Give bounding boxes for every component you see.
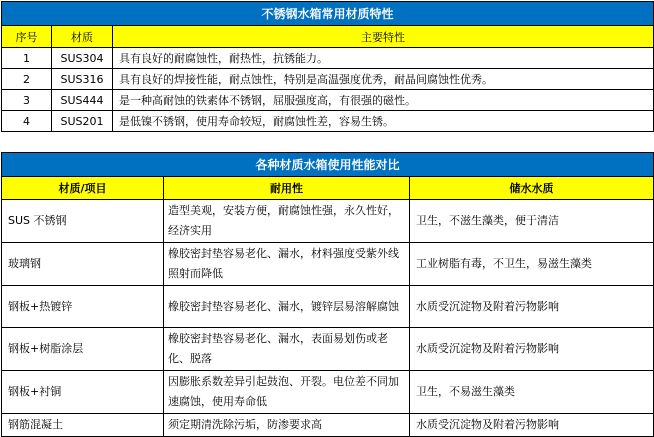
row-material: 玻璃钢: [2, 243, 164, 286]
table-row: [2, 371, 654, 414]
table-row: [2, 111, 654, 132]
row-water-quality: 水质受沉淀物及附着污物影响: [410, 286, 654, 328]
row-material: SUS304: [52, 48, 113, 69]
row-material: SUS444: [52, 90, 113, 111]
row-features: 具有良好的焊接性能，耐点蚀性，特别是高温强度优秀，耐晶间腐蚀性优秀。: [113, 69, 654, 90]
row-water-quality: 工业树脂有毒，不卫生，易滋生藻类: [410, 243, 654, 286]
table-header-row: [2, 26, 654, 48]
table-row: [2, 414, 654, 437]
row-material: 钢板+衬铜: [2, 371, 164, 414]
table-row: [2, 286, 654, 328]
table-row: [2, 243, 654, 286]
table-title: 不锈钢水箱常用材质特性: [2, 2, 654, 26]
row-durability: 因膨胀系数差异引起鼓泡、开裂。电位差不同加速腐蚀，使用寿命低: [164, 371, 410, 414]
row-index: 3: [2, 90, 52, 111]
row-material: SUS316: [52, 69, 113, 90]
column-header-features: 主要特性: [113, 26, 654, 48]
row-durability: 橡胶密封垫容易老化、漏水，镀锌层易溶解腐蚀: [164, 286, 410, 328]
column-header-water-quality: 储水水质: [410, 177, 654, 200]
table-title: 各种材质水箱使用性能对比: [2, 153, 654, 177]
row-durability: 橡胶密封垫容易老化、漏水，表面易划伤或老化、脱落: [164, 328, 410, 371]
row-water-quality: 卫生，不滋生藻类，便于清洁: [410, 200, 654, 243]
column-header-index: 序号: [2, 26, 52, 48]
row-features: 是低镍不锈钢，使用寿命较短，耐腐蚀性差，容易生锈。: [113, 111, 654, 132]
row-water-quality: 水质受沉淀物及附着污物影响: [410, 328, 654, 371]
performance-comparison-table: [1, 152, 654, 437]
table-header-row: [2, 177, 654, 200]
row-water-quality: 水质受沉淀物及附着污物影响: [410, 414, 654, 437]
row-material: 钢板+热镀锌: [2, 286, 164, 328]
row-index: 2: [2, 69, 52, 90]
row-material: SUS201: [52, 111, 113, 132]
row-features: 具有良好的耐腐蚀性，耐热性，抗锈能力。: [113, 48, 654, 69]
table-row: [2, 200, 654, 243]
row-index: 1: [2, 48, 52, 69]
row-material: 钢板+树脂涂层: [2, 328, 164, 371]
row-durability: 须定期清洗除污垢，防渗要求高: [164, 414, 410, 437]
row-durability: 造型美观，安装方便，耐腐蚀性强，永久性好，经济实用: [164, 200, 410, 243]
column-header-material: 材质/项目: [2, 177, 164, 200]
material-properties-table: [1, 1, 654, 132]
row-features: 是一种高耐蚀的铁素体不锈钢，屈服强度高，有很强的磁性。: [113, 90, 654, 111]
row-index: 4: [2, 111, 52, 132]
table-row: [2, 69, 654, 90]
table-row: [2, 90, 654, 111]
row-durability: 橡胶密封垫容易老化、漏水，材料强度受紫外线照射而降低: [164, 243, 410, 286]
column-header-durability: 耐用性: [164, 177, 410, 200]
table-row: [2, 48, 654, 69]
row-material: SUS 不锈钢: [2, 200, 164, 243]
table-row: [2, 328, 654, 371]
row-material: 钢筋混凝土: [2, 414, 164, 437]
row-water-quality: 卫生，不易滋生藻类: [410, 371, 654, 414]
column-header-material: 材质: [52, 26, 113, 48]
